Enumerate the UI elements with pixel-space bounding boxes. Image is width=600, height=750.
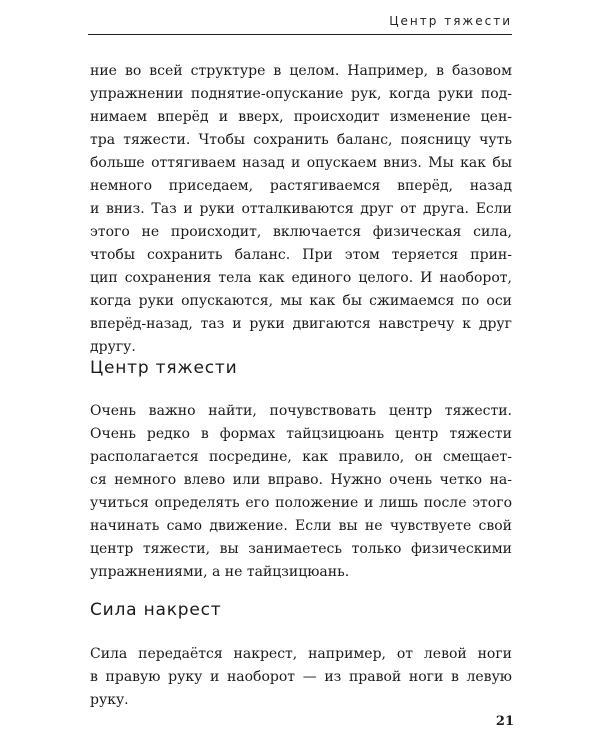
paragraph-2: [90, 400, 512, 584]
text-line: когда руки опускаются, мы как бы сжимаемся по оси: [90, 293, 512, 309]
text-line: ние во всей структуре в целом. Например, в базовом: [90, 63, 512, 79]
running-head: Центр тяжести: [389, 14, 512, 28]
text-line: упражнениями, а не тайцзицюань.: [90, 564, 350, 580]
text-line: тра тяжести. Чтобы сохранить баланс, поясницу чуть: [90, 132, 512, 148]
text-line: ся немного влево или вправо. Нужно очень четко на-: [90, 472, 512, 488]
text-line: цип сохранения тела как единого целого. И наоборот,: [90, 270, 512, 286]
text-line: упражнении поднятие-опускание рук, когда руки под-: [90, 86, 512, 102]
text-line: вперёд-назад, таз и руки двигаются навстречу к друг: [90, 316, 512, 332]
text-line: нимаем вперёд и вверх, происходит изменение цен-: [90, 109, 512, 125]
paragraph-1: [90, 60, 512, 359]
text-line: этого не происходит, включается физическая сила,: [90, 224, 512, 240]
text-line: и вниз. Таз и руки отталкиваются друг от друга. Если: [90, 201, 512, 217]
text-line: немного приседаем, растягиваемся вперёд, назад: [90, 178, 512, 194]
text-line: Сила передаётся накрест, например, от левой ноги: [90, 646, 512, 662]
text-line: Очень редко в формах тайцзицюань центр тяжести: [90, 426, 512, 442]
text-line: учиться определять его положение и лишь после этого: [90, 495, 512, 511]
text-line: руку.: [90, 692, 129, 708]
text-line: начинать само движение. Если вы не чувствуете свой: [90, 518, 512, 534]
text-line: больше оттягиваем назад и опускаем вниз. Мы как бы: [90, 155, 512, 171]
page-number: 21: [495, 714, 514, 729]
text-line: располагается посредине, как правило, он смещает-: [90, 449, 512, 465]
section-heading-center-of-gravity: Центр тяжести: [90, 358, 238, 378]
text-line: Очень важно найти, почувствовать центр тяжести.: [90, 403, 512, 419]
section-heading-cross-force: Сила накрест: [90, 600, 222, 620]
header-rule: [88, 34, 512, 35]
text-line: другу.: [90, 339, 136, 355]
paragraph-3: [90, 643, 512, 712]
text-line: чтобы сохранить баланс. При этом теряется прин-: [90, 247, 512, 263]
text-line: центр тяжести, вы занимаетесь только физическими: [90, 541, 512, 557]
text-line: в правую руку и наоборот — из правой ноги в левую: [90, 669, 512, 685]
